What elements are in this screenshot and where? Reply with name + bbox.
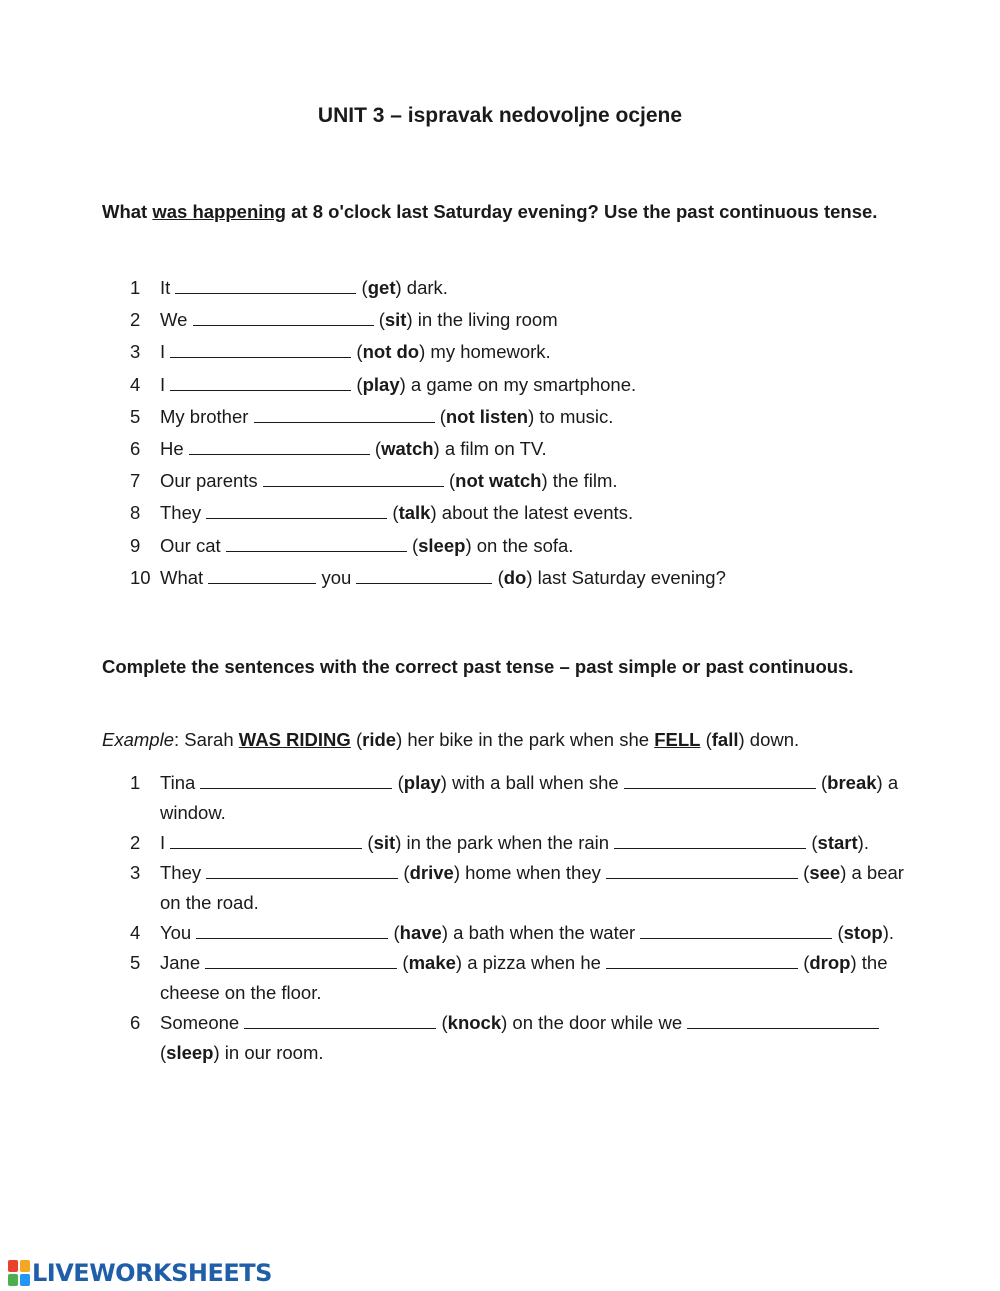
item-text: I [160, 341, 171, 363]
item-text: ) on the sofa. [465, 534, 574, 556]
verb-hint: play [362, 373, 400, 395]
answer-blank[interactable] [356, 565, 492, 584]
verb-hint: not do [362, 341, 420, 363]
answer-blank[interactable] [200, 770, 392, 789]
answer-blank[interactable] [206, 500, 387, 519]
example-label: Example [102, 729, 174, 750]
verb-hint: break [827, 772, 877, 793]
answer-blank[interactable] [206, 860, 398, 879]
exercise1-instruction [102, 196, 892, 227]
item-text: ). [857, 832, 869, 853]
verb-hint: watch [381, 437, 434, 459]
verb-hint: start [817, 832, 858, 853]
instruction-text: at 8 o'clock last Saturday evening? Use the past continuous tense. [286, 201, 878, 222]
logo-blocks-icon [8, 1260, 30, 1286]
exercise2-item-4: 4 You (have) a bath when the water (stop). [130, 918, 910, 948]
example-answer: FELL [654, 729, 701, 750]
item-number: 3 [130, 341, 141, 363]
item-number: 8 [130, 502, 141, 524]
logo-block [8, 1260, 18, 1272]
item-text: ) a film on TV. [433, 437, 547, 459]
answer-blank[interactable] [170, 339, 351, 358]
verb-hint: drop [809, 952, 851, 973]
item-number: 10 [130, 566, 151, 588]
answer-blank[interactable] [254, 404, 435, 423]
item-text: Jane [160, 952, 206, 973]
item-text: ) a bear on the road. [160, 862, 904, 913]
verb-hint: see [809, 862, 841, 883]
item-text: ) in the living room [406, 309, 558, 331]
verb-hint: sit [373, 832, 396, 853]
logo-text: LIVEWORKSHEETS [32, 1259, 272, 1287]
exercise1-item-8: 8 They (talk) about the latest events. [130, 499, 910, 531]
item-number: 9 [130, 534, 141, 556]
answer-blank[interactable] [624, 770, 816, 789]
item-number: 4 [130, 373, 141, 395]
verb-hint: stop [843, 922, 883, 943]
verb-hint: drive [409, 862, 454, 883]
item-number: 1 [130, 772, 141, 793]
answer-blank[interactable] [640, 920, 832, 939]
exercise1-item-5: 5 My brother (not listen) to music. [130, 403, 910, 435]
item-number: 6 [130, 1012, 141, 1033]
item-text: ) a window. [160, 772, 899, 823]
example-text: : Sarah [173, 729, 239, 750]
verb-hint: play [403, 772, 441, 793]
verb-hint: sleep [418, 534, 466, 556]
item-text: ) the cheese on the floor. [160, 952, 888, 1003]
exercise2-item-6: 6 Someone (knock) on the door while we (sleep) in our room. [130, 1008, 910, 1068]
verb-hint: talk [398, 502, 431, 524]
item-text: I [160, 832, 171, 853]
item-text: My brother [160, 405, 254, 427]
answer-blank[interactable] [170, 372, 351, 391]
item-text: ) the film. [541, 470, 618, 492]
exercise2-list [130, 768, 910, 1068]
answer-blank[interactable] [189, 436, 370, 455]
verb-hint: not watch [455, 470, 542, 492]
item-text: ) in our room. [213, 1042, 324, 1063]
item-text: You [160, 922, 197, 943]
item-text: ) with a ball when she [440, 772, 624, 793]
item-number: 5 [130, 405, 141, 427]
answer-blank[interactable] [193, 307, 374, 326]
exercise1-item-6: 6 He (watch) a film on TV. [130, 435, 910, 467]
item-text: Our parents [160, 470, 263, 492]
answer-blank[interactable] [244, 1010, 436, 1029]
item-text: I [160, 373, 171, 395]
item-text: ) dark. [395, 277, 448, 298]
item-text: ) a game on my smartphone. [399, 373, 637, 395]
exercise1-item-3: 3 I (not do) my homework. [130, 338, 910, 370]
answer-blank[interactable] [175, 275, 356, 294]
exercise2-item-5: 5 Jane (make) a pizza when he (drop) the cheese on the floor. [130, 948, 910, 1008]
answer-blank[interactable] [614, 830, 806, 849]
example-text: ) her bike in the park when she [396, 729, 655, 750]
item-text: ) a bath when the water [441, 922, 641, 943]
exercise2-item-1: 1 Tina (play) with a ball when she (break) a window. [130, 768, 910, 828]
item-text: We [160, 309, 193, 331]
exercise1-item-9: 9 Our cat (sleep) on the sofa. [130, 532, 910, 564]
exercise1-item-1: 1 It (get) dark. [130, 274, 910, 306]
exercise1-item-7: 7 Our parents (not watch) the film. [130, 467, 910, 499]
item-number: 7 [130, 470, 141, 492]
item-text: Tina [160, 772, 201, 793]
exercise1-list [130, 274, 910, 596]
item-text: ). [882, 922, 895, 943]
item-number: 1 [130, 277, 141, 298]
item-text: It [160, 277, 176, 298]
instruction-underlined: was happening [152, 201, 286, 222]
item-number: 4 [130, 922, 141, 943]
item-text: ) a pizza when he [455, 952, 607, 973]
item-text: Someone [160, 1012, 245, 1033]
answer-blank[interactable] [226, 533, 407, 552]
item-number: 3 [130, 862, 141, 883]
verb-hint: do [503, 566, 527, 588]
verb-hint: make [408, 952, 456, 973]
verb-hint: get [367, 277, 396, 298]
item-text: ) on the door while we [501, 1012, 688, 1033]
item-text: He [160, 437, 189, 459]
exercise2-instruction: Complete the sentences with the correct past tense – past simple or past continuous. [102, 656, 854, 677]
item-number: 6 [130, 437, 141, 459]
item-text: ) last Saturday evening? [526, 566, 726, 588]
answer-blank[interactable] [263, 468, 444, 487]
example-text: ) down. [738, 729, 800, 750]
item-number: 2 [130, 832, 141, 853]
item-number: 2 [130, 309, 141, 331]
exercise1-item-10: 10 What you (do) last Saturday evening? [130, 564, 910, 596]
verb-hint: ride [362, 729, 397, 750]
verb-hint: have [399, 922, 442, 943]
verb-hint: not listen [445, 405, 529, 427]
example-answer: WAS RIDING [238, 729, 351, 750]
page-title: UNIT 3 – ispravak nedovoljne ocjene [317, 104, 683, 127]
answer-blank[interactable] [196, 920, 388, 939]
verb-hint: knock [447, 1012, 502, 1033]
item-text: ) to music. [528, 405, 614, 427]
answer-blank[interactable] [170, 830, 362, 849]
item-text: What [160, 566, 209, 588]
item-number: 5 [130, 952, 141, 973]
exercise1-item-4: 4 I (play) a game on my smartphone. [130, 371, 910, 403]
exercise2-item-2: 2 I (sit) in the park when the rain (start). [130, 828, 910, 858]
verb-hint: sit [384, 309, 407, 331]
liveworksheets-logo[interactable] [8, 1258, 272, 1288]
exercise2-item-3: 3 They (drive) home when they (see) a bear on the road. [130, 858, 910, 918]
item-text: Our cat [160, 534, 226, 556]
instruction-text: What [102, 201, 153, 222]
item-text: ) my homework. [419, 341, 551, 363]
answer-blank[interactable] [208, 565, 316, 584]
item-text: They [160, 862, 207, 883]
item-text: ) home when they [453, 862, 607, 883]
verb-hint: fall [711, 729, 739, 750]
answer-blank[interactable] [606, 950, 798, 969]
item-text: you [316, 566, 357, 588]
logo-block [20, 1260, 30, 1272]
logo-block [20, 1274, 30, 1286]
answer-blank[interactable] [687, 1010, 879, 1029]
example-sentence: Example: Sarah WAS RIDING (ride) her bike in the park when she FELL (fall) down. [102, 729, 800, 750]
answer-blank[interactable] [205, 950, 397, 969]
item-text: ) about the latest events. [430, 502, 634, 524]
exercise1-item-2: 2 We (sit) in the living room [130, 306, 910, 338]
answer-blank[interactable] [606, 860, 798, 879]
item-text: ) in the park when the rain [395, 832, 615, 853]
item-text: They [160, 502, 207, 524]
logo-block [8, 1274, 18, 1286]
verb-hint: sleep [166, 1042, 214, 1063]
